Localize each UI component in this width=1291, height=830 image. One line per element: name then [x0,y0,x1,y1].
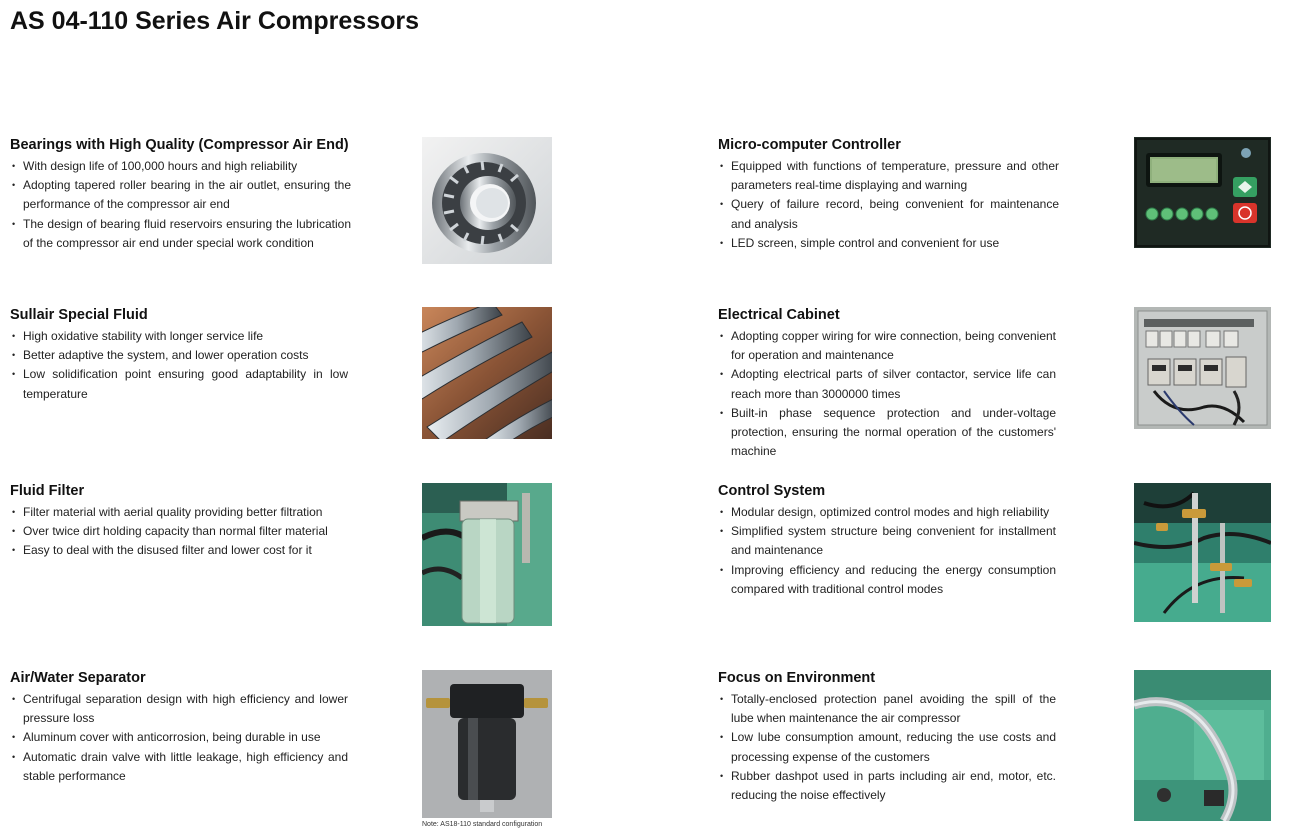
section-title: Control System [718,483,826,499]
list-item: • With design life of 100,000 hours and high reliability [10,157,351,176]
screw-rotor-photo [422,307,552,439]
list-item: • The design of bearing fluid reservoirs ensuring the lubrication of the compressor air end under special work condition [10,215,351,253]
list-item: • Easy to deal with the disused filter and lower cost for it [10,541,351,560]
feature-list [718,327,1056,461]
section-fluid [10,307,348,404]
feature-list [10,327,348,404]
section-filter [10,483,351,561]
list-item: • Modular design, optimized control modes and high reliability [718,503,1056,522]
section-control-system [718,483,1056,599]
list-item: • Rubber dashpot used in parts including air end, motor, etc. reducing the noise effectively [718,767,1056,805]
section-bearings [10,137,351,253]
list-item: • High oxidative stability with longer service life [10,327,348,346]
bearing-photo [422,137,552,264]
feature-list [10,690,348,786]
feature-list [718,503,1056,599]
section-title: Focus on Environment [718,670,876,686]
feature-list [718,157,1059,253]
air-water-separator-photo [422,670,552,818]
list-item: • Adopting electrical parts of silver contactor, service life can reach more than 3000000 times [718,365,1056,403]
list-item: • Low lube consumption amount, reducing the use costs and processing expense of the customers [718,728,1056,766]
list-item: • Adopting copper wiring for wire connection, being convenient for operation and maintenance [718,327,1056,365]
list-item: • Improving efficiency and reducing the energy consumption compared with traditional control modes [718,561,1056,599]
list-item: • Built-in phase sequence protection and under-voltage protection, ensuring the normal operation of the customers' machine [718,404,1056,462]
section-title: Electrical Cabinet [718,307,840,323]
page-title: AS 04-110 Series Air Compressors [10,7,420,35]
list-item: • Aluminum cover with anticorrosion, being durable in use [10,728,348,747]
section-controller [718,137,1059,253]
list-item: • Simplified system structure being convenient for installment and maintenance [718,522,1056,560]
fluid-filter-photo [422,483,552,626]
controller-panel-photo [1134,137,1271,248]
section-separator [10,670,348,786]
section-title: Sullair Special Fluid [10,307,148,323]
list-item: • Automatic drain valve with little leakage, high efficiency and stable performance [10,748,348,786]
section-environment [718,670,1056,805]
configuration-note: Note: AS18-110 standard configuration [422,821,543,828]
list-item: • Centrifugal separation design with high efficiency and lower pressure loss [10,690,348,728]
list-item: • Better adaptive the system, and lower operation costs [10,346,348,365]
list-item: • Over twice dirt holding capacity than normal filter material [10,522,351,541]
control-system-photo [1134,483,1271,622]
list-item: • Totally-enclosed protection panel avoiding the spill of the lube when maintenance the air compressor [718,690,1056,728]
list-item: • Equipped with functions of temperature, pressure and other parameters real-time displaying and warning [718,157,1059,195]
feature-list [718,690,1056,805]
list-item: • Query of failure record, being convenient for maintenance and analysis [718,195,1059,233]
list-item: • Filter material with aerial quality providing better filtration [10,503,351,522]
list-item: • Adopting tapered roller bearing in the air outlet, ensuring the performance of the compressor air end [10,176,351,214]
feature-list [10,503,351,561]
electrical-cabinet-photo [1134,307,1271,429]
section-title: Micro-computer Controller [718,137,901,153]
environment-photo [1134,670,1271,821]
section-cabinet [718,307,1056,461]
list-item: • Low solidification point ensuring good adaptability in low temperature [10,365,348,403]
section-title: Bearings with High Quality (Compressor Air End) [10,137,349,153]
section-title: Fluid Filter [10,483,85,499]
feature-list [10,157,351,253]
section-title: Air/Water Separator [10,670,146,686]
list-item: • LED screen, simple control and convenient for use [718,234,1059,253]
